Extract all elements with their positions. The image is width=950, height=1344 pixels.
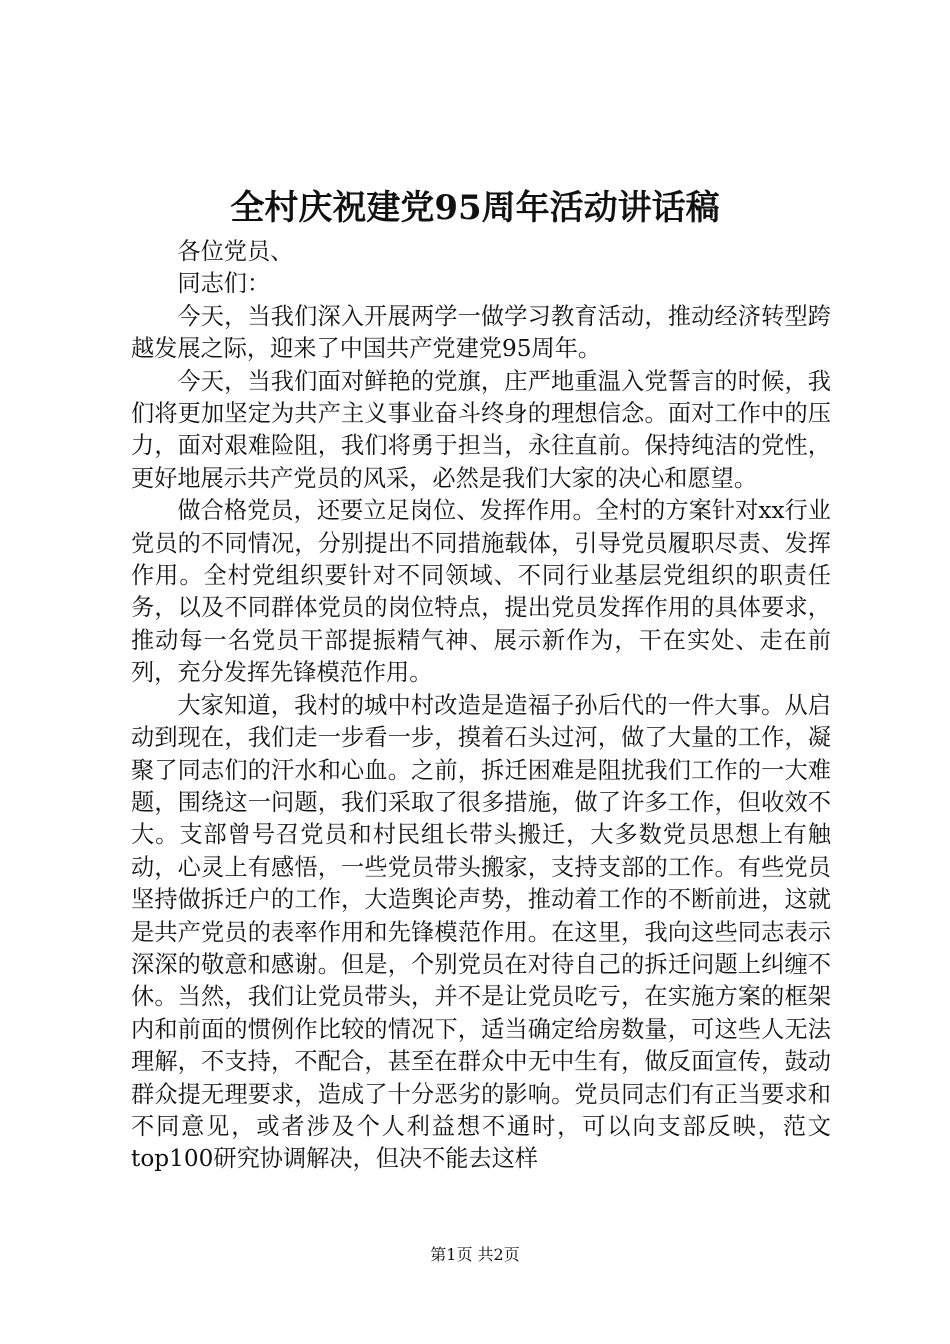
body-paragraph: 做合格党员，还要立足岗位、发挥作用。全村的方案针对xx行业党员的不同情况，分别提出不同措施载体，引导党员履职尽责、发挥作用。全村党组织要针对不同领域、不同行业基层党组织的职责任务，以及不同群体党员的岗位特点，提出党员发挥作用的具体要求，推动每一名党员干部提振精气神、展示新作为，干在实处、走在前列，充分发挥先锋模范作用。 xyxy=(131,497,831,687)
document-body xyxy=(131,236,831,1176)
salutation-line-1: 各位党员、 xyxy=(177,238,294,265)
salutation-line-2: 同志们： xyxy=(177,270,271,298)
body-paragraph: 今天，当我们面对鲜艳的党旗，庄严地重温入党誓言的时候，我们将更加坚定为共产主义事业奋斗终身的理想信念。面对工作中的压力，面对艰难险阻，我们将勇于担当，永往直前。保持纯洁的党性，更好地展示共产党员的风采，必然是我们大家的决心和愿望。 xyxy=(131,367,831,492)
body-paragraph: 今天，当我们深入开展两学一做学习教育活动，推动经济转型跨越发展之际，迎来了中国共产党建党95周年。 xyxy=(131,302,831,363)
page-footer: 第1页 共2页 xyxy=(430,1245,520,1264)
body-paragraph: 大家知道，我村的城中村改造是造福子孙后代的一件大事。从启动到现在，我们走一步看一步，摸着石头过河，做了大量的工作，凝聚了同志们的汗水和心血。之前，拆迁困难是阻扰我们工作的一大难题，围绕这一问题，我们采取了很多措施，做了许多工作，但收效不大。支部曾号召党员和村民组长带头搬迁，大多数党员思想上有触动，心灵上有感悟，一些党员带头搬家，支持支部的工作。有些党员坚持做拆迁户的工作，大造舆论声势，推动着工作的不断前进，这就是共产党员的表率作用和先锋模范作用。在这里，我向这些同志表示深深的敬意和感谢。但是，个别党员在对待自己的拆迁问题上纠缠不休。当然，我们让党员带头，并不是让党员吃亏，在实施方案的框架内和前面的惯例作比较的情况下，适当确定给房数量，可这些人无法理解，不支持，不配合，甚至在群众中无中生有，做反面宣传，鼓动群众提无理要求，造成了十分恶劣的影响。党员同志们有正当要求和不同意见，或者涉及个人利益想不通时，可以向支部反映，范文top100研究协调解决，但决不能去这样 xyxy=(131,691,831,1173)
document-title: 全村庆祝建党95周年活动讲话稿 xyxy=(230,188,720,228)
